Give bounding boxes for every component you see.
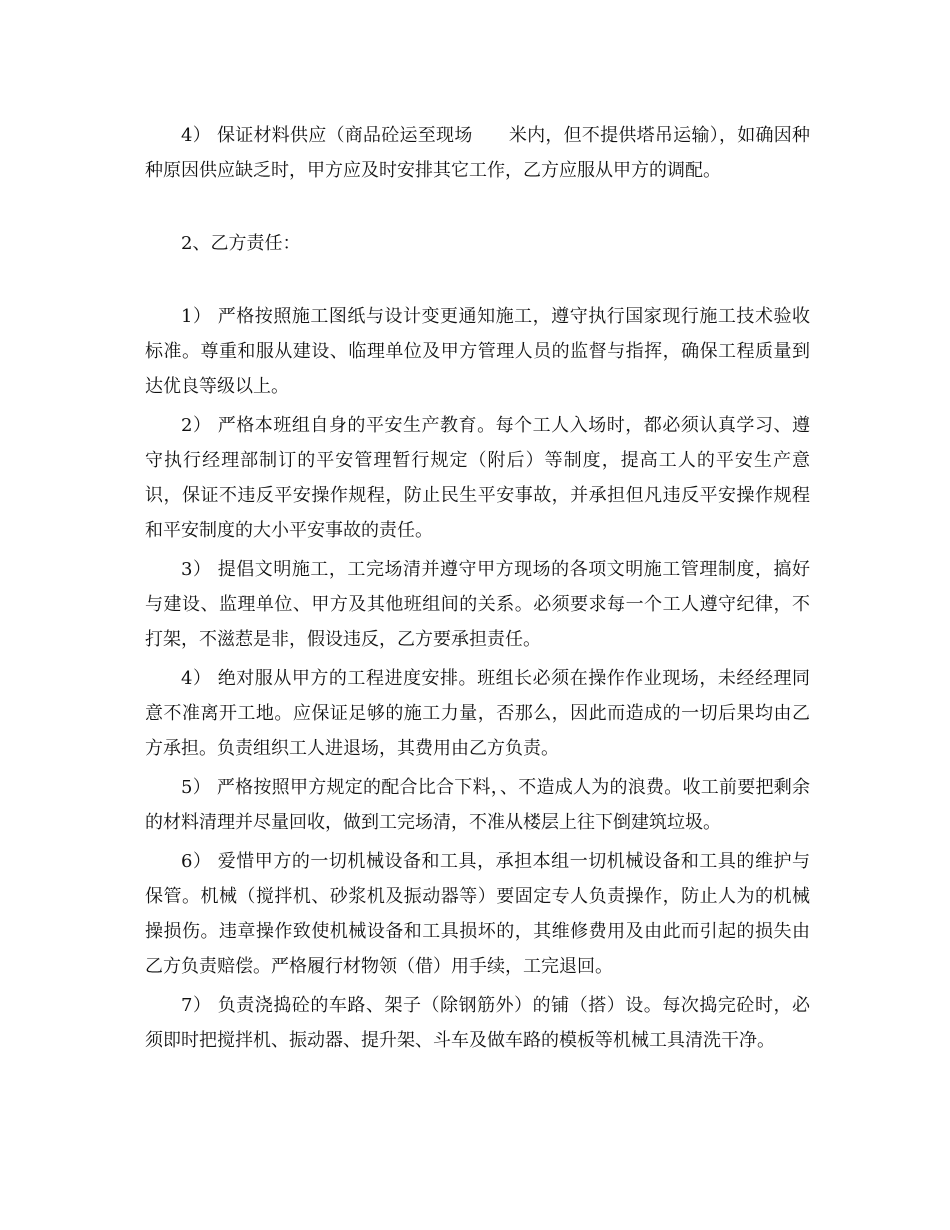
paragraph-supply-part1: 4） 保证材料供应（商品砼运至现场 [181, 125, 473, 146]
paragraph-supply-part2: 米内，但不提供塔吊运输），如确因种种原因供应缺乏时，甲方应及时安排其它工作，乙方应服从甲方的调配。 [145, 125, 810, 181]
clause-4: 4） 绝对服从甲方的工程进度安排。班组长必须在操作作业现场，未经经理同意不准离开工地。应保证足够的施工力量，否那么，因此而造成的一切后果均由乙方承担。负责组织工人进退场，其费用由乙方负责。 [145, 668, 810, 759]
section-heading-party-b: 2、乙方责任： [181, 233, 301, 254]
clause-7: 7） 负责浇捣砼的车路、架子（除钢筋外）的铺（搭）设。每次捣完砼时，必须即时把搅拌机、振动器、提升架、斗车及做车路的模板等机械工具清洗干净。 [145, 995, 810, 1051]
paragraph-supply [145, 118, 810, 188]
clause-3: 3） 提倡文明施工，工完场清并遵守甲方现场的各项文明施工管理制度，搞好与建设、监理单位、甲方及其他班组间的关系。必须要求每一个工人遵守纪律，不打架，不滋惹是非，假设违反，乙方要承担责任。 [145, 559, 810, 650]
clause-1: 1） 严格按照施工图纸与设计变更通知施工，遵守执行国家现行施工技术验收标准。尊重和服从建设、临理单位及甲方管理人员的监督与指挥，确保工程质量到达优良等级以上。 [145, 306, 810, 397]
clause-5: 5） 严格按照甲方规定的配合比合下料，、不造成人为的浪费。收工前要把剩余的材料清理并尽量回收，做到工完场清，不准从楼层上往下倒建筑垃圾。 [145, 777, 810, 833]
clause-2: 2） 严格本班组自身的平安生产教育。每个工人入场时，都必须认真学习、遵守执行经理部制订的平安管理暂行规定（附后）等制度，提高工人的平安生产意识，保证不违反平安操作规程，防止民生平安事故，并承担但凡违反平安操作规程和平安制度的大小平安事故的责任。 [145, 415, 810, 541]
clause-6: 6） 爱惜甲方的一切机械设备和工具，承担本组一切机械设备和工具的维护与保管。机械（搅拌机、砂浆机及振动器等）要固定专人负责操作，防止人为的机械操损伤。违章操作致使机械设备和工具损坏的，其维修费用及由此而引起的损失由乙方负责赔偿。严格履行材物领（借）用手续，工完退回。 [145, 851, 810, 977]
